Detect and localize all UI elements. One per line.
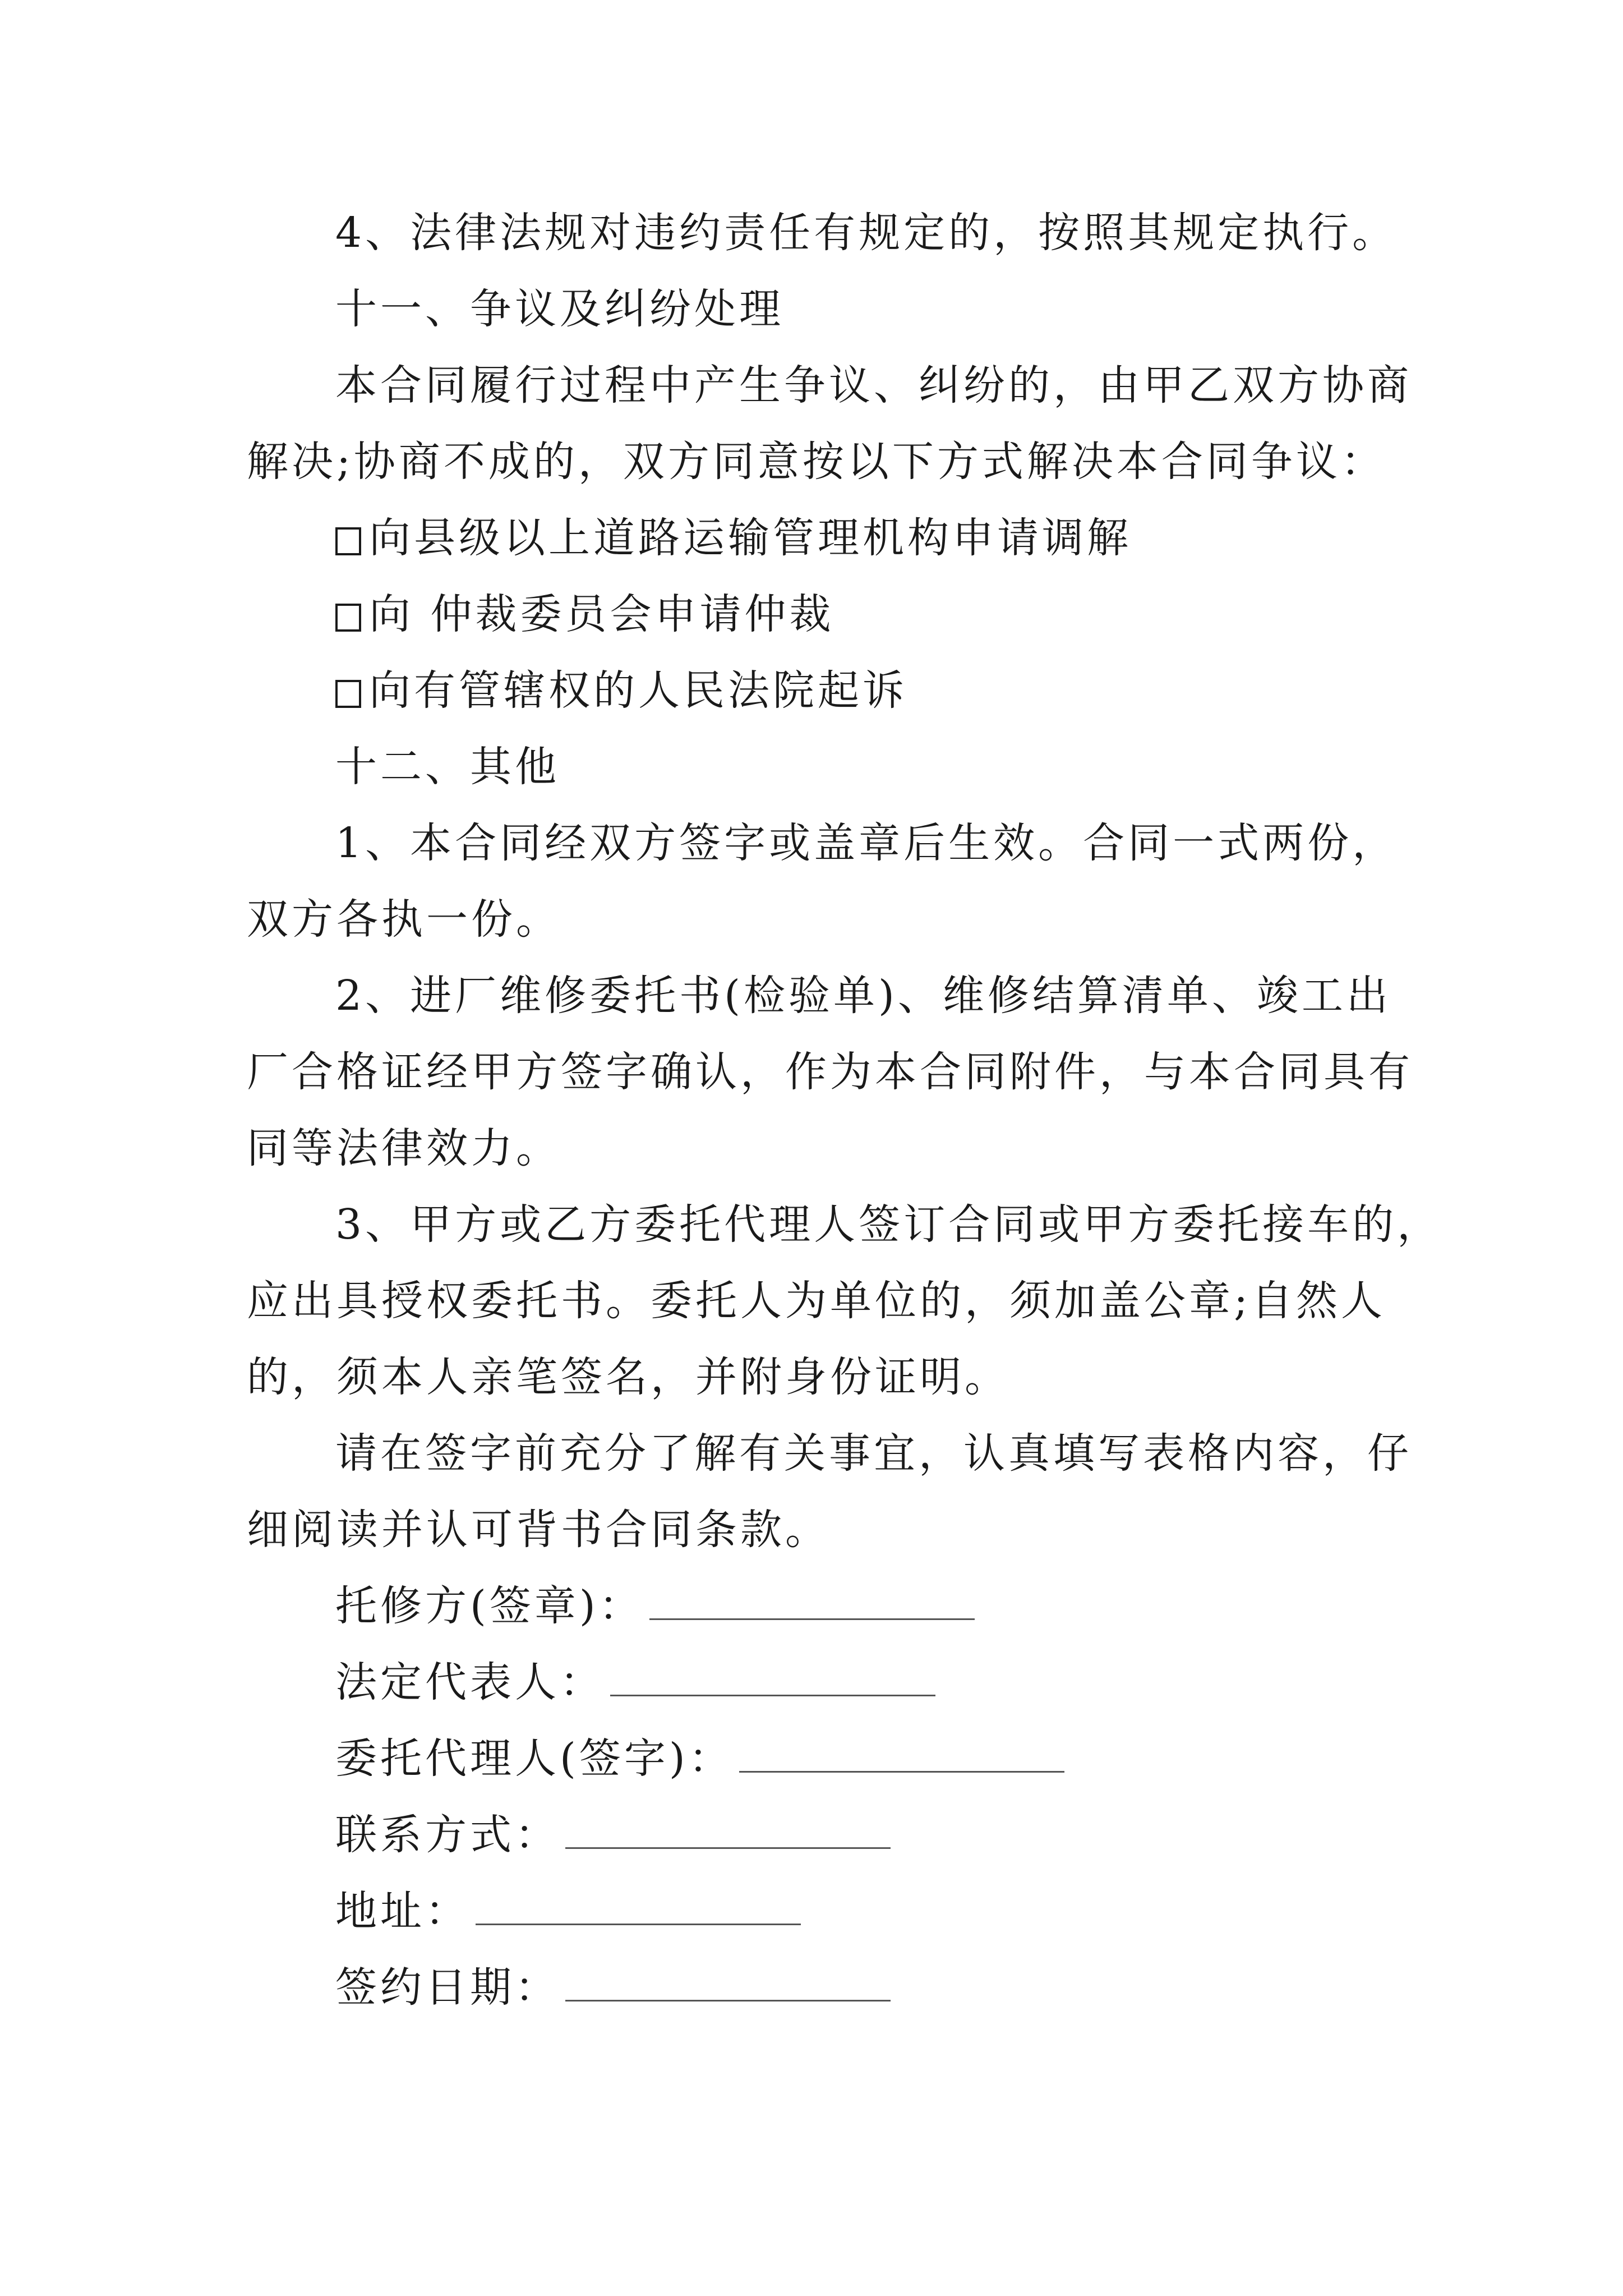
legal-rep-input[interactable] (610, 1692, 935, 1696)
notice-line-2: 细阅读并认可背书合同条款。 (247, 1506, 830, 1554)
section-12-item-2-line-2: 厂合格证经甲方签字确认，作为本合同附件，与本合同具有 (247, 1048, 1413, 1096)
option-arbitration (335, 587, 834, 641)
section-12-item-3-line-3: 的，须本人亲笔签名，并附身份证明。 (247, 1353, 1009, 1401)
address-input[interactable] (476, 1921, 801, 1925)
agent-input[interactable] (739, 1769, 1064, 1773)
section-12-item-2-line-3: 同等法律效力。 (247, 1124, 561, 1172)
section-12-heading: 十二、其他 (335, 743, 560, 791)
signature-field-contact (335, 1808, 891, 1862)
section-11-intro-line-1: 本合同履行过程中产生争议、纠纷的，由甲乙双方协商 (335, 361, 1412, 409)
option-mediation (335, 511, 1132, 565)
option-litigation-label: 向有管辖权的人民法院起诉 (369, 666, 907, 715)
repair-party-label: 托修方(签章)： (335, 1582, 644, 1630)
address-label: 地址： (335, 1887, 470, 1935)
section-12-item-2-line-1: 2、进厂维修委托书(检验单)、维修结算清单、竣工出 (335, 972, 1391, 1020)
litigation-checkbox[interactable] (335, 680, 361, 708)
option-mediation-label: 向县级以上道路运输管理机构申请调解 (369, 514, 1132, 562)
signature-field-repair-party (335, 1579, 975, 1633)
section-12-item-1-line-2: 双方各执一份。 (247, 895, 561, 944)
mediation-checkbox[interactable] (335, 527, 361, 555)
clause-10-item-4: 4、法律法规对违约责任有规定的，按照其规定执行。 (335, 209, 1398, 257)
agent-label: 委托代理人(签字)： (335, 1734, 734, 1783)
legal-rep-label: 法定代表人： (335, 1658, 605, 1706)
date-label: 签约日期： (335, 1963, 560, 2012)
contact-input[interactable] (565, 1845, 891, 1849)
signature-field-agent (335, 1732, 1064, 1786)
date-input[interactable] (565, 1998, 891, 2001)
section-12-item-3-line-1: 3、甲方或乙方委托代理人签订合同或甲方委托接车的， (335, 1200, 1442, 1249)
signature-field-date (335, 1961, 891, 2014)
option-arbitration-label: 向 仲裁委员会申请仲裁 (369, 590, 834, 638)
section-12-item-1-line-1: 1、本合同经双方签字或盖章后生效。合同一式两份， (335, 819, 1398, 867)
section-12-item-3-line-2: 应出具授权委托书。委托人为单位的，须加盖公章;自然人 (247, 1277, 1386, 1325)
signature-field-legal-rep (335, 1655, 935, 1709)
repair-party-input[interactable] (649, 1616, 975, 1620)
option-litigation (335, 664, 907, 717)
arbitration-checkbox[interactable] (335, 604, 361, 632)
section-11-intro-line-2: 解决;协商不成的，双方同意按以下方式解决本合同争议： (247, 438, 1386, 486)
signature-field-address (335, 1884, 801, 1938)
section-11-heading: 十一、争议及纠纷处理 (335, 285, 784, 333)
notice-line-1: 请在签字前充分了解有关事宜，认真填写表格内容，仔 (335, 1429, 1412, 1478)
contact-label: 联系方式： (335, 1811, 560, 1859)
